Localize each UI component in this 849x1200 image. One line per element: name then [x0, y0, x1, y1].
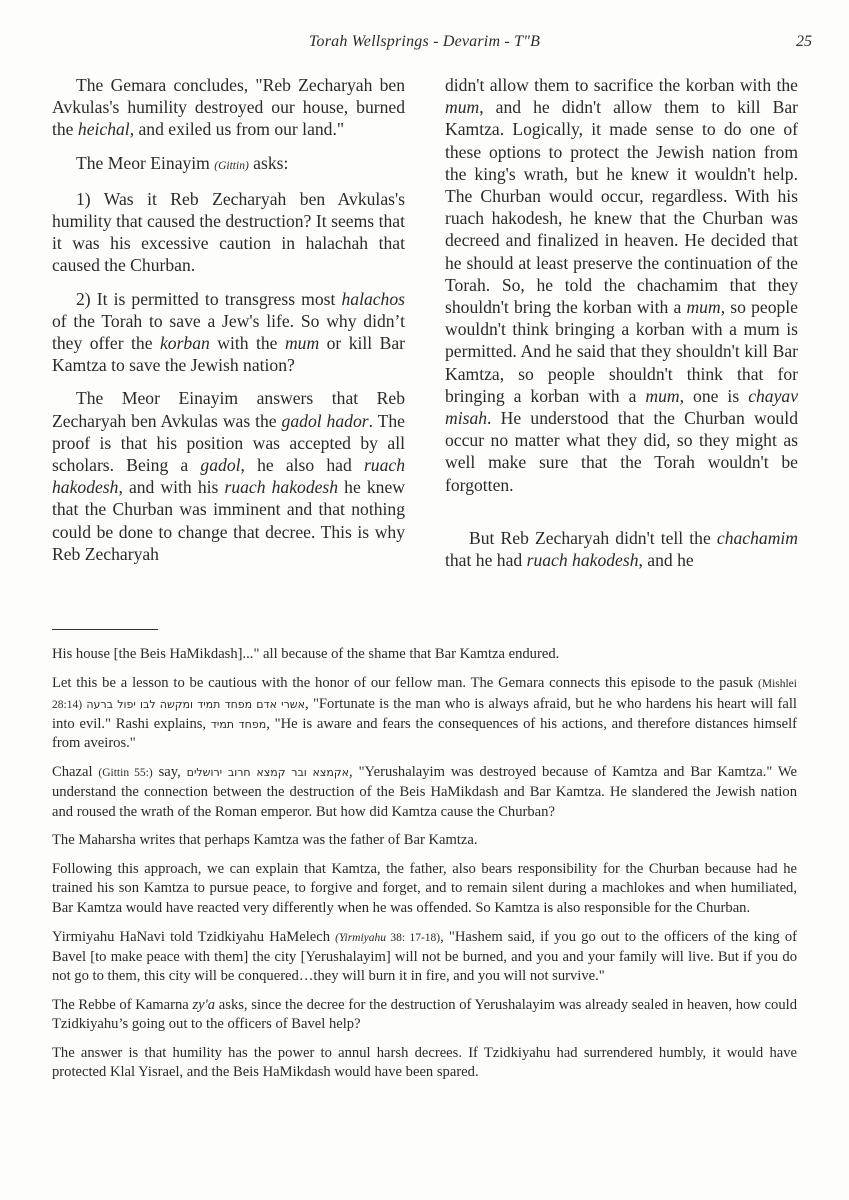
text: , so people wouldn't think bringing a korban with a mum is permitted. And he said that they shouldn't kill Bar Kamtza, so people shouldn't think that for bringing a korban with a: [445, 297, 798, 406]
text: 2) It is permitted to transgress most: [76, 288, 342, 309]
footnote-divider: [52, 629, 158, 630]
text: The Meor Einayim answers that Reb Zecharyah ben Avkulas was the: [52, 388, 405, 431]
text: The Meor Einayim: [76, 152, 215, 173]
text: say,: [152, 763, 187, 780]
source-citation: (Gittin 55:): [98, 766, 153, 779]
text: Yirmiyahu HaNavi told Tzidkiyahu HaMelech: [52, 928, 336, 945]
text: he knew that the Churban was imminent and that nothing could be done to change that decree. This is why Reb Zecharyah: [52, 477, 405, 564]
text: The Gemara concludes, "Reb Zecharyah ben Avkulas's humility destroyed our house, burned the: [52, 75, 405, 140]
text: that he had: [445, 550, 527, 571]
text: or kill Bar Kamtza to save the Jewish nation?: [52, 333, 406, 376]
italic-term: ruach hakodesh: [52, 455, 405, 498]
footnote-paragraph: [52, 928, 797, 987]
footnote-paragraph: Following this approach, we can explain that Kamtza, the father, also bears responsibility for the Churban because had he trained his son Kamtza to pursue peace, to forgive and forget, and to remain silent during a machlokes and when humiliated, Bar Kamtza would have reacted very differently when he was offended. So Kamtza is also responsible for the Churban.: [52, 861, 797, 916]
footnotes: [52, 645, 797, 1092]
text: , one is: [679, 385, 749, 406]
italic-term: heichal: [77, 119, 130, 140]
text: , "He is aware and fears the consequences of his actions, and therefore distances himself from aveiros.": [52, 715, 798, 752]
text: Chazal: [52, 763, 99, 780]
paragraph: [445, 74, 798, 496]
italic-term: mum: [284, 333, 320, 354]
paragraph: [52, 288, 405, 377]
text: , and with his: [118, 477, 225, 498]
italic-term: chayav misah: [445, 385, 799, 429]
text: , "Fortunate is the man who is always afraid, but he who hardens his heart will fall into evil." Rashi explains,: [52, 695, 797, 732]
text: with the: [209, 333, 285, 354]
text: , he also had: [240, 455, 364, 476]
right-column: [445, 74, 798, 582]
footnote-paragraph: His house [the Beis HaMikdash]..." all because of the shame that Bar Kamtza endured.: [52, 646, 560, 662]
left-column: [52, 74, 405, 576]
text: , and he didn't allow them to kill Bar Kamtza. Logically, it made sense to do one of these options to protect the Jewish nation from the king's wrath, but he knew it wouldn't help. The Churban would occur, regardless. With his ruach hakodesh, he knew that the Churban was decreed and finalized in heaven. He decided that he should at least preserve the continuation of the Torah. So, he told the chachamim that they shouldn't bring the korban with a: [445, 97, 798, 318]
text: , "Yerushalayim was destroyed because of Kamtza and Bar Kamtza." We understand the connection between the destruction of the Beis HaMikdash and Bar Kamtza. He slandered the Jewish nation and roused the wrath of the Roman emperor. But how did Kamtza cause the Churban?: [52, 763, 798, 820]
text: , "Hashem said, if you go out to the officers of the king of Bavel [to make peace with them] the city [Yerushalayim] will not be burned, and you and your family will live. But if you do not go to them, this city will be conquered…they will burn it in fire, and you will not survive.": [52, 928, 798, 985]
italic-term: mum: [686, 297, 721, 318]
text: , and exiled us from our land.": [129, 119, 345, 140]
source-citation: (Gittin): [214, 159, 249, 172]
italic-term: ruach hakodesh: [526, 550, 639, 571]
hebrew-quote: אקמצא ובר קמצא חרוב ירושלים: [186, 765, 350, 779]
italic-term: korban: [159, 333, 210, 354]
paragraph: [52, 152, 405, 177]
main-text: [52, 74, 805, 594]
italic-term: gadol: [200, 455, 241, 476]
running-title: Torah Wellsprings - Devarim - T"B: [308, 33, 541, 50]
footnote-paragraph: The Maharsha writes that perhaps Kamtza was the father of Bar Kamtza.: [52, 832, 478, 849]
italic-term: halachos: [341, 288, 405, 309]
page-number: 25: [796, 33, 812, 50]
source-book: (Yirmiyahu: [335, 931, 387, 944]
text: But Reb Zecharyah didn't tell the: [469, 527, 717, 548]
italic-term: gadol hador: [281, 410, 369, 431]
text: didn't allow them to sacrifice the korban with the: [445, 75, 798, 95]
italic-term: chachamim: [716, 527, 798, 548]
text: . The proof is that his position was accepted by all scholars. Being a: [52, 410, 405, 476]
source-verse: 38: 17-18): [386, 931, 441, 944]
source-citation: (Mishlei 28:14): [52, 678, 797, 711]
source-citation: [335, 932, 440, 944]
hebrew-quote: מפחד תמיד: [210, 717, 267, 731]
footnote-paragraph: The answer is that humility has the power to annul harsh decrees. If Tzidkiyahu had surrendered humbly, it would have protected Klal Yisrael, and the Beis HaMikdash would have been spared.: [52, 1045, 797, 1081]
text: of the Torah to save a Jew's life. So why didn’t they offer the: [52, 310, 405, 354]
footnote-paragraph: [52, 763, 797, 822]
italic-term: mum: [445, 97, 480, 118]
text: Let this be a lesson to be cautious with the honor of our fellow man. The Gemara connects this episode to the pasuk: [52, 675, 759, 692]
paragraph: [52, 74, 405, 141]
paragraph: [52, 387, 405, 565]
italic-term: ruach hakodesh: [224, 477, 339, 498]
paragraph: 1) Was it Reb Zecharyah ben Avkulas's humility that caused the destruction? It seems that it was his excessive caution in halachah that caused the Churban.: [52, 188, 405, 276]
text: , and he: [638, 550, 694, 571]
footnote-paragraph: [52, 996, 797, 1035]
hebrew-quote: אשרי אדם מפחד תמיד ומקשה לבו יפול ברעה: [86, 697, 305, 711]
text: asks:: [248, 152, 289, 173]
text: . He understood that the Churban would occur no matter what they did, so they might as well make sure that the Torah wouldn't be forgotten.: [445, 408, 798, 495]
text: asks, since the decree for the destruction of Yerushalayim was already sealed in heaven, how could Tzidkiyahu’s going out to the officers of Bavel help?: [52, 996, 797, 1033]
text: The Rebbe of Kamarna: [52, 996, 193, 1013]
italic-term: mum: [645, 385, 680, 406]
italic-term: zy'a: [192, 996, 216, 1013]
footnote-paragraph: [52, 674, 797, 753]
paragraph: [445, 527, 798, 571]
running-head: [0, 33, 849, 55]
